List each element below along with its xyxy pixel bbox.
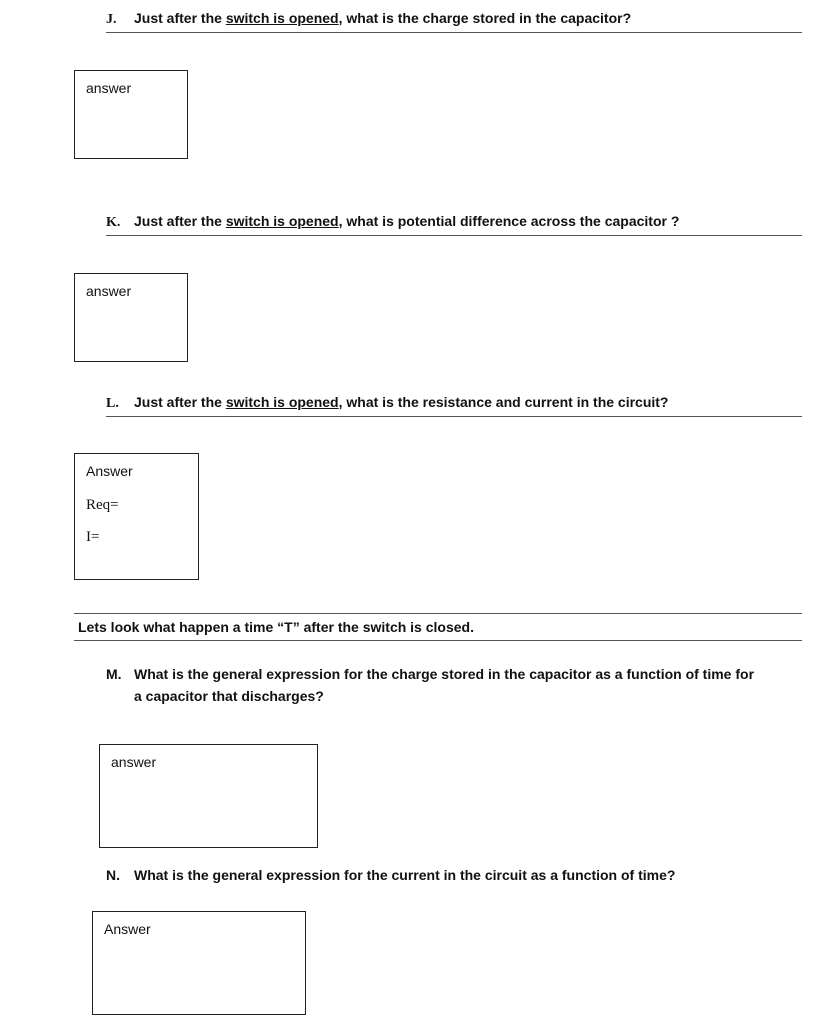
req-label: Req= — [86, 497, 119, 513]
question-n: N. What is the general expression for the current in the circuit as a function of time? — [106, 864, 802, 886]
question-letter: L. — [106, 396, 119, 411]
question-letter: M. — [106, 666, 122, 682]
answer-box-j[interactable] — [74, 70, 188, 159]
answer-label: answer — [86, 80, 132, 96]
answer-label: Answer — [86, 463, 133, 479]
question-l: L. Just after the switch is opened, what is the resistance and current in the circuit? — [106, 391, 802, 417]
answer-box-k[interactable] — [74, 273, 188, 362]
answer-box-m[interactable] — [99, 744, 318, 848]
question-letter: K. — [106, 215, 121, 230]
question-k: K. Just after the switch is opened, what is potential difference across the capacitor ? — [106, 210, 802, 236]
answer-label: answer — [111, 754, 157, 770]
answer-box-l[interactable] — [74, 453, 199, 580]
switch-link: switch is opened — [225, 394, 339, 410]
answer-box-n[interactable] — [92, 911, 306, 1015]
question-letter: J. — [106, 12, 117, 27]
question-m: M. What is the general expression for the charge stored in the capacitor as a function of time for a capacitor that discharges? — [106, 663, 802, 707]
question-letter: N. — [106, 867, 120, 883]
question-j: J. Just after the switch is opened, what is the charge stored in the capacitor? — [106, 7, 802, 33]
switch-link: switch is opened — [225, 213, 339, 229]
answer-label: answer — [86, 283, 132, 299]
section-heading: Lets look what happen a time “T” after the switch is closed. — [74, 613, 802, 641]
answer-label: Answer — [104, 921, 151, 937]
current-label: I= — [86, 529, 100, 545]
switch-link: switch is opened — [225, 10, 339, 26]
